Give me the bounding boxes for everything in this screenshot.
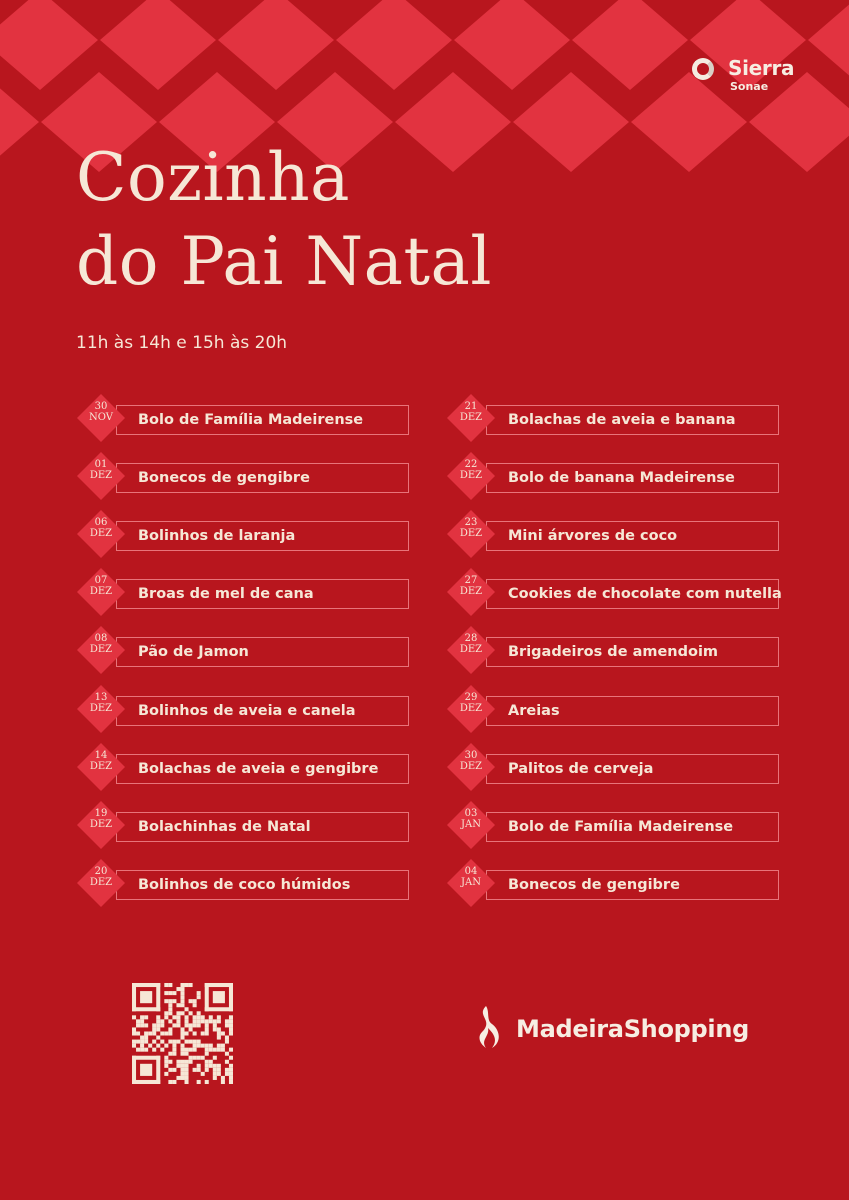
- date-month: DEZ: [89, 877, 113, 888]
- date-day: 04: [464, 866, 478, 877]
- schedule-row: [76, 858, 409, 898]
- flame-icon: [472, 1004, 502, 1050]
- date-day: 01: [94, 459, 108, 470]
- opening-hours: 11h às 14h e 15h às 20h: [76, 333, 288, 353]
- recipe-name: Bolachas de aveia e banana: [508, 412, 736, 428]
- date-month: JAN: [461, 819, 481, 830]
- date-diamond: [76, 625, 126, 675]
- date-month: DEZ: [89, 470, 113, 481]
- recipe-name: Bonecos de gengibre: [508, 877, 680, 893]
- recipe-name: Bonecos de gengibre: [138, 470, 310, 486]
- date-month: DEZ: [89, 644, 113, 655]
- title-line-1: Cozinha: [76, 139, 350, 216]
- date-day: 06: [94, 517, 108, 528]
- qr-code-icon[interactable]: [132, 983, 233, 1084]
- schedule-row: [446, 451, 779, 491]
- page-title: [76, 136, 492, 304]
- date-diamond: [446, 567, 496, 617]
- recipe-name: Bolachas de aveia e gengibre: [138, 761, 379, 777]
- date-diamond: [446, 625, 496, 675]
- brand-name: Sierra: [728, 56, 795, 80]
- date-month: DEZ: [89, 761, 113, 772]
- date-diamond: [446, 684, 496, 734]
- qr-code-graphic: [132, 983, 233, 1084]
- date-diamond: [446, 509, 496, 559]
- date-month: DEZ: [89, 703, 113, 714]
- date-day: 20: [94, 866, 108, 877]
- recipe-name: Bolachinhas de Natal: [138, 819, 311, 835]
- schedule-row: [446, 567, 782, 607]
- title-line-2: do Pai Natal: [76, 223, 492, 300]
- recipe-name: Pão de Jamon: [138, 644, 249, 660]
- date-day: 27: [464, 575, 478, 586]
- sierra-ring-icon: [692, 58, 714, 80]
- schedule-row: [76, 567, 409, 607]
- schedule-row: [76, 625, 409, 665]
- schedule-row: [446, 625, 779, 665]
- date-month: DEZ: [459, 586, 483, 597]
- recipe-name: Bolinhos de laranja: [138, 528, 296, 544]
- date-day: 07: [94, 575, 108, 586]
- schedule-row: [446, 684, 779, 724]
- date-day: 28: [464, 633, 478, 644]
- recipe-name: Cookies de chocolate com nutella: [508, 586, 782, 602]
- date-diamond: [76, 509, 126, 559]
- date-diamond: [76, 684, 126, 734]
- date-diamond: [76, 800, 126, 850]
- date-day: 14: [94, 750, 108, 761]
- date-diamond: [446, 800, 496, 850]
- date-diamond: [76, 393, 126, 443]
- date-month: DEZ: [459, 761, 483, 772]
- schedule-row: [446, 742, 779, 782]
- date-day: 30: [464, 750, 478, 761]
- recipe-name: Bolinhos de aveia e canela: [138, 703, 356, 719]
- date-diamond: [76, 742, 126, 792]
- schedule-row: [446, 800, 779, 840]
- mall-name: MadeiraShopping: [516, 1015, 750, 1043]
- date-day: 03: [464, 808, 478, 819]
- schedule-row: [76, 509, 409, 549]
- recipe-name: Mini árvores de coco: [508, 528, 678, 544]
- recipe-name: Areias: [508, 703, 560, 719]
- schedule-row: [446, 393, 779, 433]
- date-diamond: [446, 742, 496, 792]
- date-month: DEZ: [459, 644, 483, 655]
- date-month: DEZ: [89, 528, 113, 539]
- schedule-row: [76, 451, 409, 491]
- schedule-row: [76, 800, 409, 840]
- schedule-row: [446, 858, 779, 898]
- date-diamond: [446, 858, 496, 908]
- date-day: 21: [464, 401, 478, 412]
- recipe-name: Palitos de cerveja: [508, 761, 654, 777]
- sierra-logo: [690, 56, 820, 96]
- schedule-row: [446, 509, 779, 549]
- date-day: 13: [94, 692, 108, 703]
- date-day: 29: [464, 692, 478, 703]
- date-month: DEZ: [459, 470, 483, 481]
- recipe-name: Bolo de banana Madeirense: [508, 470, 735, 486]
- date-month: DEZ: [459, 528, 483, 539]
- date-diamond: [76, 858, 126, 908]
- recipe-name: Bolinhos de coco húmidos: [138, 877, 351, 893]
- date-month: DEZ: [459, 412, 483, 423]
- date-diamond: [76, 451, 126, 501]
- date-diamond: [446, 393, 496, 443]
- date-diamond: [446, 451, 496, 501]
- brand-sub: Sonae: [730, 80, 769, 93]
- date-month: DEZ: [89, 819, 113, 830]
- date-day: 23: [464, 517, 478, 528]
- schedule-row: [76, 742, 409, 782]
- date-day: 08: [94, 633, 108, 644]
- date-day: 22: [464, 459, 478, 470]
- date-month: DEZ: [459, 703, 483, 714]
- date-month: NOV: [89, 412, 113, 423]
- recipe-name: Bolo de Família Madeirense: [138, 412, 364, 428]
- recipe-name: Brigadeiros de amendoim: [508, 644, 719, 660]
- recipe-name: Bolo de Família Madeirense: [508, 819, 734, 835]
- date-diamond: [76, 567, 126, 617]
- madeirashopping-logo: [470, 1004, 770, 1054]
- date-month: JAN: [461, 877, 481, 888]
- schedule-row: [76, 684, 409, 724]
- date-month: DEZ: [89, 586, 113, 597]
- date-day: 19: [94, 808, 108, 819]
- date-day: 30: [94, 401, 108, 412]
- recipe-name: Broas de mel de cana: [138, 586, 314, 602]
- schedule-row: [76, 393, 409, 433]
